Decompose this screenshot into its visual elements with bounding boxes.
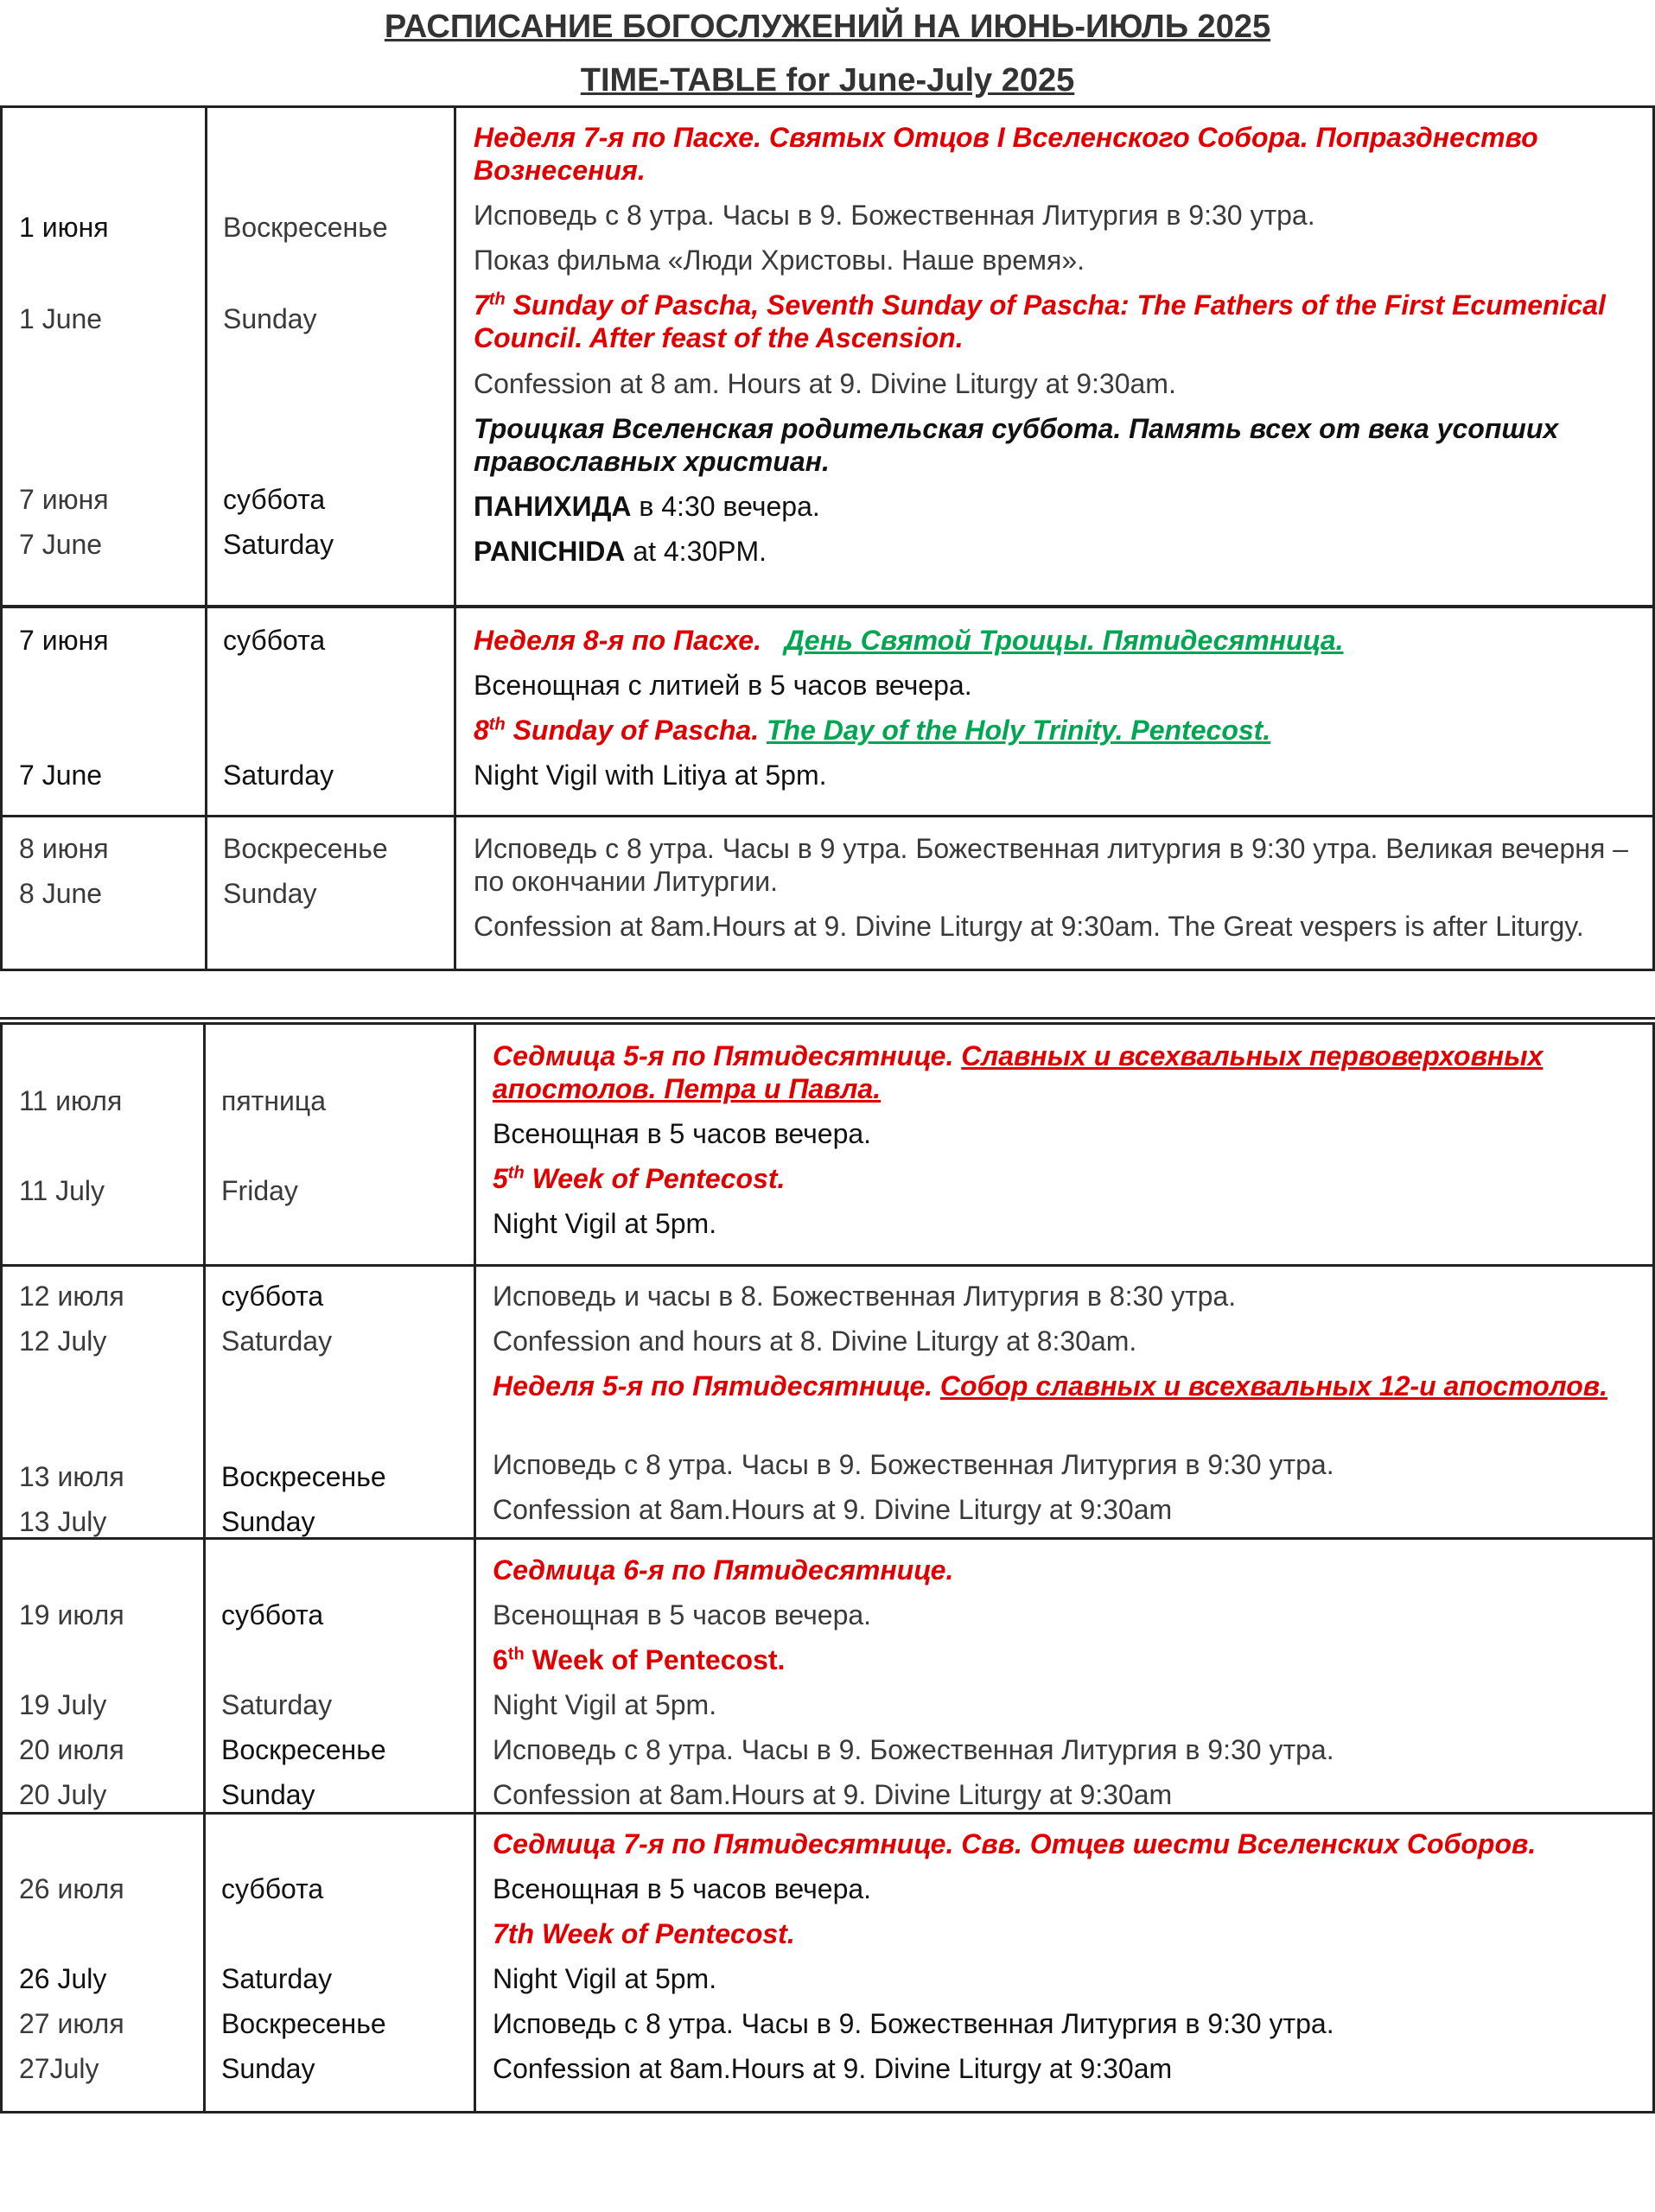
feast-heading-text: Славных и всехвальных первоверховных апостолов. Петра и Павла.: [493, 1040, 1544, 1104]
feast-heading: 7th Week of Pentecost.: [493, 1918, 795, 1949]
weekday-cell: суббота: [223, 625, 326, 656]
service-line: [474, 535, 767, 568]
service-line: Confession at 8am.Hours at 9. Divine Liturgy at 9:30am. The Great vespers is after Liturgy.: [474, 911, 1584, 942]
feast-heading: [474, 624, 1344, 657]
service-line: Confession at 8am.Hours at 9. Divine Liturgy at 9:30am: [493, 1779, 1173, 1810]
feast-heading: Седмица 7-я по Пятидесятнице. Свв. Отцев шести Вселенских Соборов.: [493, 1828, 1537, 1859]
date-cell: 26 July: [19, 1963, 107, 1994]
feast-heading: Неделя 7-я по Пасхе. Святых Отцов I Вселенского Собора. Попразднество Вознесения.: [474, 122, 1538, 186]
weekday-cell: Sunday: [221, 1506, 315, 1537]
feast-heading-text: Sunday of Pascha.: [505, 715, 760, 746]
date-cell: 12 июля: [19, 1281, 124, 1312]
page-title-en: TIME-TABLE for June-July 2025: [580, 62, 1075, 99]
weekday-cell: Sunday: [223, 303, 317, 334]
rule: [0, 105, 1655, 108]
service-line: Night Vigil at 5pm.: [493, 1963, 717, 1994]
feast-heading-text: Week of Pentecost.: [524, 1644, 786, 1675]
feast-heading: [474, 289, 1632, 354]
rule: [0, 1022, 3, 2113]
feast-heading: [493, 1162, 785, 1195]
date-cell: 27 июля: [19, 2008, 124, 2039]
ordinal-number: 8: [474, 715, 489, 746]
weekday-cell: Saturday: [223, 529, 334, 560]
service-line: Confession at 8am.Hours at 9. Divine Liturgy at 9:30am: [493, 1494, 1173, 1525]
service-line: Night Vigil with Litiya at 5pm.: [474, 760, 827, 791]
weekday-cell: Воскресенье: [221, 1461, 386, 1492]
service-line: Исповедь с 8 утра. Часы в 9. Божественная Литургия в 9:30 утра.: [474, 200, 1315, 231]
date-cell: 19 July: [19, 1689, 107, 1720]
date-cell: 7 июня: [19, 484, 109, 515]
date-cell: 1 июня: [19, 212, 109, 243]
service-name: PANICHIDA: [474, 536, 626, 567]
feast-heading-text: Sunday of Pascha, Seventh Sunday of Pascha: The Fathers of the First Ecumenical Council. After feast of the Ascension.: [474, 289, 1606, 353]
ordinal-number: 7: [474, 289, 489, 321]
rule: [0, 1017, 1655, 1020]
rule: [203, 1022, 206, 2113]
weekday-cell: Sunday: [221, 1779, 315, 1810]
weekday-cell: Saturday: [221, 1689, 333, 1720]
rule: [205, 105, 207, 971]
date-cell: 8 June: [19, 878, 103, 909]
rule: [474, 1022, 476, 2113]
weekday-cell: Воскресенье: [221, 2008, 386, 2039]
service-line: Исповедь с 8 утра. Часы в 9. Божественная Литургия в 9:30 утра.: [493, 2008, 1334, 2039]
date-cell: 7 июня: [19, 625, 109, 656]
service-line: Night Vigil at 5pm.: [493, 1208, 717, 1239]
ordinal-suffix: th: [488, 289, 506, 309]
memorial-heading: Троицкая Вселенская родительская суббота. Память всех от века усопших православных христиан.: [474, 413, 1559, 477]
service-name: ПАНИХИДА: [474, 491, 632, 522]
date-cell: 12 July: [19, 1325, 107, 1357]
weekday-cell: Saturday: [221, 1325, 333, 1357]
date-cell: 7 June: [19, 760, 103, 791]
date-cell: 11 July: [19, 1175, 105, 1206]
rule: [0, 1812, 1655, 1815]
date-cell: 19 июля: [19, 1599, 124, 1630]
feast-heading-text: Собор славных и всехвальных 12-и апостолов.: [939, 1370, 1608, 1402]
service-line: Night Vigil at 5pm.: [493, 1689, 717, 1720]
feast-heading-text: День Святой Троицы. Пятидесятница.: [784, 625, 1344, 656]
service-line: Всенощная с литией в 5 часов вечера.: [474, 670, 972, 701]
weekday-cell: Sunday: [221, 2053, 315, 2084]
date-cell: 1 June: [19, 303, 103, 334]
date-cell: 7 June: [19, 529, 103, 560]
rule: [454, 105, 456, 971]
feast-heading: [493, 1643, 785, 1676]
service-line: Показ фильма «Люди Христовы. Наше время».: [474, 245, 1085, 276]
service-time: at 4:30PM.: [625, 536, 767, 567]
feast-heading-text: Неделя 5-я по Пятидесятнице.: [493, 1370, 940, 1402]
ordinal-suffix: th: [488, 715, 506, 734]
feast-heading: [474, 714, 1270, 747]
service-line: Confession and hours at 8. Divine Liturgy at 8:30am.: [493, 1325, 1137, 1357]
date-cell: 8 июня: [19, 833, 109, 864]
service-line: Confession at 8am.Hours at 9. Divine Liturgy at 9:30am: [493, 2053, 1173, 2084]
weekday-cell: суббота: [223, 484, 326, 515]
ordinal-suffix: th: [507, 1163, 525, 1183]
ordinal-number: 6: [493, 1644, 508, 1675]
service-line: Всенощная в 5 часов вечера.: [493, 1118, 872, 1149]
service-line: Всенощная в 5 часов вечера.: [493, 1873, 872, 1904]
date-cell: 13 July: [19, 1506, 107, 1537]
service-line: Исповедь с 8 утра. Часы в 9. Божественная Литургия в 9:30 утра.: [493, 1449, 1334, 1480]
rule: [0, 1022, 1655, 1025]
service-line: Исповедь с 8 утра. Часы в 9. Божественная Литургия в 9:30 утра.: [493, 1734, 1334, 1765]
service-line: Исповедь с 8 утра. Часы в 9 утра. Божественная литургия в 9:30 утра. Великая вечерня – по окончании Литургии.: [474, 833, 1628, 897]
ordinal-suffix: th: [507, 1644, 525, 1664]
weekday-cell: Воскресенье: [223, 833, 388, 864]
weekday-cell: суббота: [221, 1873, 324, 1904]
weekday-cell: Friday: [221, 1175, 298, 1206]
date-cell: 26 июля: [19, 1873, 124, 1904]
weekday-cell: Sunday: [223, 878, 317, 909]
date-cell: 13 июля: [19, 1461, 124, 1492]
service-line: Исповедь и часы в 8. Божественная Литургия в 8:30 утра.: [493, 1281, 1237, 1312]
rule: [0, 105, 3, 971]
feast-heading: Седмица 6-я по Пятидесятнице.: [493, 1554, 954, 1586]
weekday-cell: суббота: [221, 1281, 324, 1312]
date-cell: 20 июля: [19, 1734, 124, 1765]
feast-heading-text: Седмица 5-я по Пятидесятнице.: [493, 1040, 962, 1071]
rule: [0, 2111, 1655, 2113]
date-cell: 20 July: [19, 1779, 107, 1810]
service-line: [474, 490, 820, 523]
service-line: Confession at 8 am. Hours at 9. Divine Liturgy at 9:30am.: [474, 368, 1176, 399]
rule: [0, 1264, 1655, 1267]
rule: [0, 969, 1655, 971]
date-cell: 11 июля: [19, 1085, 123, 1116]
rule: [0, 605, 1655, 608]
weekday-cell: пятница: [221, 1085, 326, 1116]
feast-heading: [493, 1039, 1633, 1105]
date-cell: 27July: [19, 2053, 99, 2084]
weekday-cell: суббота: [221, 1599, 324, 1630]
rule: [0, 815, 1655, 817]
weekday-cell: Воскресенье: [223, 212, 388, 243]
page-title-ru: РАСПИСАНИЕ БОГОСЛУЖЕНИЙ НА ИЮНЬ-ИЮЛЬ 2025: [384, 9, 1271, 45]
service-line: Всенощная в 5 часов вечера.: [493, 1599, 872, 1630]
service-time: в 4:30 вечера.: [631, 491, 820, 522]
feast-heading: [493, 1370, 1633, 1402]
ordinal-number: 5: [493, 1163, 508, 1194]
feast-heading-text: The Day of the Holy Trinity. Pentecost.: [767, 715, 1271, 746]
feast-heading-text: Week of Pentecost.: [524, 1163, 786, 1194]
feast-heading-text: Неделя 8-я по Пасхе.: [474, 625, 761, 656]
weekday-cell: Воскресенье: [221, 1734, 386, 1765]
weekday-cell: Saturday: [221, 1963, 333, 1994]
weekday-cell: Saturday: [223, 760, 334, 791]
